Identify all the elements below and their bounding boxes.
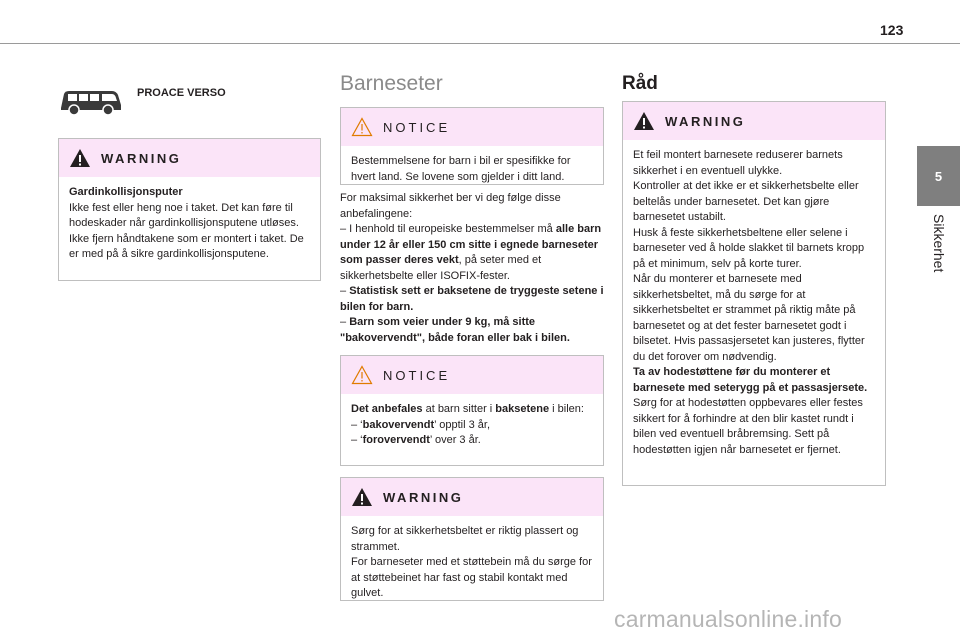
van-icon <box>58 86 124 118</box>
left-warning-box <box>58 138 321 281</box>
warning-triangle-icon <box>351 487 373 507</box>
warning-triangle-icon <box>633 111 655 131</box>
vehicle-name: PROACE VERSO <box>137 87 226 99</box>
header-divider <box>0 43 960 44</box>
notice-header <box>341 356 603 394</box>
notice-text: Bestemmelsene for barn i bil er spesifikke for hvert land. Se lovene som gjelder i ditt land. <box>351 155 571 183</box>
warning-heading: Gardinkollisjonsputer <box>69 186 183 198</box>
section-title-rad: Råd <box>622 73 658 94</box>
watermark: carmanualsonline.info <box>614 606 842 632</box>
warning-text-1: Sørg for at sikkerhetsbeltet er riktig plassert og strammet. <box>351 525 579 553</box>
page-number: 123 <box>880 22 904 38</box>
warning-text-2: Kontroller at det ikke er et sikkerhetsbelte eller beltelås under barnesetet. Det kan gjøre barnesetet ustabilt. <box>633 180 859 223</box>
notice-intro: Det anbefales at barn sitter i baksetene i bilen: <box>351 403 584 415</box>
recommendations <box>340 191 604 346</box>
warning-text-2: For barneseter med et støttebein må du sørge for at støttebeinet har fast og stabil kontakt med gulvet. <box>351 556 592 599</box>
right-warning-box <box>622 101 886 486</box>
warning-text-1: Et feil montert barnesete reduserer barnets sikkerhet i en eventuell ulykke. <box>633 149 843 177</box>
section-title-barneseter: Barneseter <box>340 72 443 95</box>
notice-body <box>341 394 603 459</box>
rule-3: – Barn som veier under 9 kg, må sitte "bakovervendt", både foran eller bak i bilen. <box>340 316 570 344</box>
notice-item-1: – ‘bakovervendt’ opptil 3 år, <box>351 418 491 431</box>
warning-header <box>623 102 885 140</box>
warning-text-1: Ikke fest eller heng noe i taket. Det kan føre til hodeskader når gardinkollisjonsputene utløses. <box>69 201 299 229</box>
notice-triangle-icon <box>351 365 373 385</box>
warning-triangle-icon <box>69 148 91 168</box>
rule-1: – I henhold til europeiske bestemmelser må alle barn under 12 år eller 150 cm sitte i egnede barneseter som passer deres vekt, på seter med et sikkerhetsbelte eller ISOFIX-fester. <box>340 223 602 282</box>
warning-body <box>59 177 320 273</box>
notice-box-2 <box>340 355 604 466</box>
warning-body <box>341 516 603 612</box>
warning-text-4: Når du monterer et barnesete med sikkerhetsbeltet, må du sørge for at sikkerhetsbeltet er strammet på riktig måte på barnesetet og at det fester barnesetet godt i bilsetet. Hvis passasjersetet kan justeres, flytter du det forover om nødvendig. <box>633 273 865 363</box>
warning-text-2: Ikke fjern håndtakene som er montert i taket. De er med på å sikre gardinkollisjonsputene. <box>69 232 304 260</box>
chapter-label-text: Sikkerhet <box>930 214 947 273</box>
notice-body <box>341 146 603 195</box>
warning-title: WARNING <box>101 150 182 166</box>
notice-item-2: – ‘forovervendt’ over 3 år. <box>351 434 481 446</box>
notice-title: NOTICE <box>383 367 451 383</box>
notice-header <box>341 108 603 146</box>
chapter-tab[interactable] <box>917 146 960 206</box>
middle-warning-box <box>340 477 604 601</box>
chapter-number: 5 <box>934 168 943 184</box>
chapter-label <box>917 206 960 326</box>
notice-box-1 <box>340 107 604 185</box>
warning-text-3: Husk å feste sikkerhetsbeltene eller selene i barneseter ved å holde slakket til barnets kropp på et minimum, selv på korte turer. <box>633 226 865 270</box>
intro-text: For maksimal sikkerhet ber vi deg følge disse anbefalingene: <box>340 192 561 220</box>
vehicle-header <box>58 82 321 122</box>
rule-2: – Statistisk sett er baksetene de tryggeste setene i bilen for barn. <box>340 285 604 313</box>
warning-text-5: Ta av hodestøttene før du monterer et barnesete med seterygg på et passasjersete. <box>633 366 868 394</box>
warning-body <box>623 140 885 468</box>
notice-triangle-icon <box>351 117 373 137</box>
warning-header <box>59 139 320 177</box>
warning-title: WARNING <box>383 489 464 505</box>
warning-title: WARNING <box>665 113 746 129</box>
warning-text-6: Sørg for at hodestøtten oppbevares eller festes sikkert for å forhindre at den blir kastet rundt i bilen ved eventuell bråbremsing. Sett på hodestøtten igjen når barnesetet er fjernet. <box>633 397 863 456</box>
warning-header <box>341 478 603 516</box>
notice-title: NOTICE <box>383 119 451 135</box>
